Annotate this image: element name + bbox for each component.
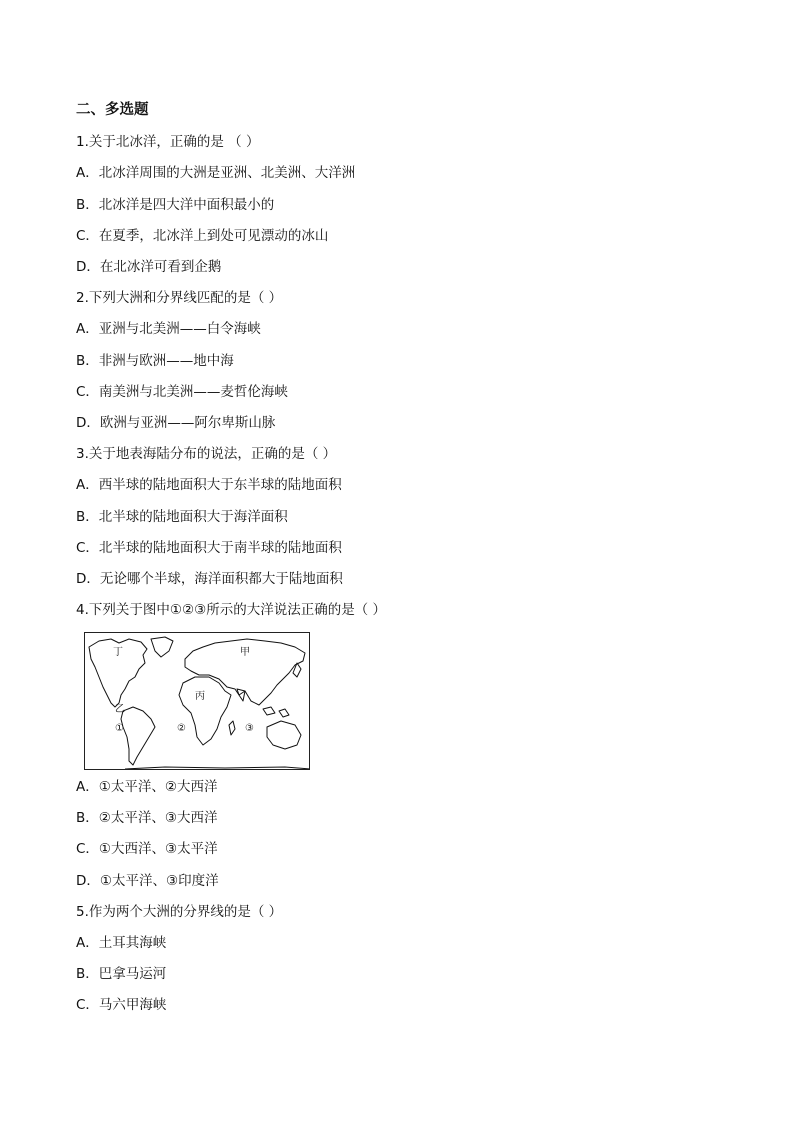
question-4-stem: 4.下列关于图中①②③所示的大洋说法正确的是（ ） [76, 602, 386, 618]
south-america-outline [121, 707, 155, 765]
question-2-option-b: B．非洲与欧洲——地中海 [76, 353, 234, 369]
india-outline [237, 689, 245, 701]
question-2-option-c: C．南美洲与北美洲——麦哲伦海峡 [76, 384, 288, 400]
question-5-option-a: A．土耳其海峡 [76, 935, 167, 951]
question-1-stem: 1.关于北冰洋，正确的是 （ ） [76, 134, 260, 150]
japan-outline [293, 663, 301, 677]
islands-outline [263, 707, 289, 717]
question-1-option-b: B．北冰洋是四大洋中面积最小的 [76, 197, 275, 213]
map-label-ocean-1: ① [115, 723, 124, 734]
question-5-stem: 5.作为两个大洲的分界线的是（ ） [76, 904, 283, 920]
antarctica-outline [125, 767, 310, 769]
question-5-option-b: B．巴拿马运河 [76, 966, 167, 982]
question-1-option-d: D．在北冰洋可看到企鹅 [76, 259, 222, 275]
map-label-ding: 丁 [113, 647, 123, 658]
question-5-option-c: C．马六甲海峡 [76, 997, 167, 1013]
question-1-option-a: A．北冰洋周围的大洲是亚洲、北美洲、大洋洲 [76, 165, 356, 181]
australia-outline [267, 721, 301, 749]
question-2-stem: 2.下列大洲和分界线匹配的是（ ） [76, 290, 283, 306]
question-1-option-c: C．在夏季，北冰洋上到处可见漂动的冰山 [76, 228, 329, 244]
question-4-option-a: A．①太平洋、②大西洋 [76, 779, 218, 795]
madagascar-outline [229, 721, 235, 735]
question-2-option-d: D．欧洲与亚洲——阿尔卑斯山脉 [76, 415, 276, 431]
map-label-yi: 乙 [115, 704, 125, 715]
map-label-xi: 丙 [195, 691, 205, 702]
question-3-option-c: C．北半球的陆地面积大于南半球的陆地面积 [76, 540, 342, 556]
section-title: 二、多选题 [76, 102, 149, 118]
africa-outline [179, 677, 231, 745]
question-4-option-c: C．①大西洋、③太平洋 [76, 841, 218, 857]
greenland-outline [151, 637, 173, 657]
world-map-figure [84, 632, 310, 770]
question-3-option-a: A．西半球的陆地面积大于东半球的陆地面积 [76, 477, 342, 493]
map-label-ocean-2: ② [177, 723, 186, 734]
question-4-option-d: D．①太平洋、③印度洋 [76, 873, 219, 889]
map-label-ocean-3: ③ [245, 723, 254, 734]
question-2-option-a: A．亚洲与北美洲——白令海峡 [76, 321, 261, 337]
question-3-option-b: B．北半球的陆地面积大于海洋面积 [76, 509, 288, 525]
map-label-jia: 甲 [240, 647, 250, 658]
question-3-stem: 3.关于地表海陆分布的说法，正确的是（ ） [76, 446, 337, 462]
question-3-option-d: D．无论哪个半球，海洋面积都大于陆地面积 [76, 571, 343, 587]
question-4-option-b: B．②太平洋、③大西洋 [76, 810, 218, 826]
